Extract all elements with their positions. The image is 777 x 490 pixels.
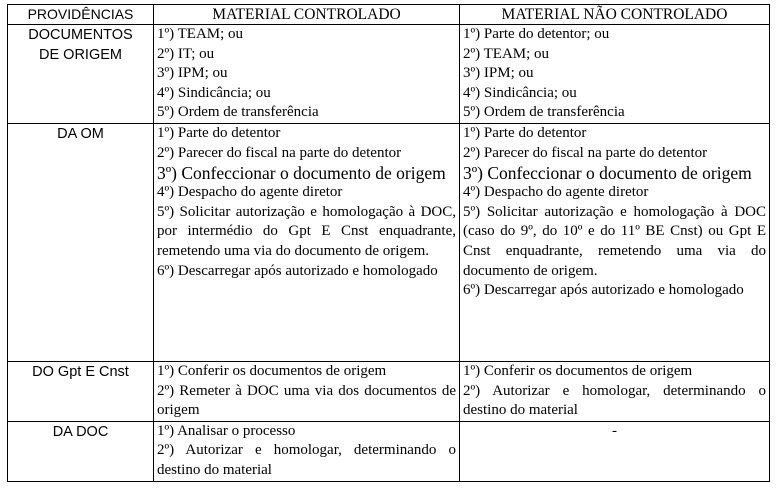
list-item: 2º) Remeter à DOC uma via dos documentos de origem [157, 382, 456, 419]
list-item: 4º) Despacho do agente diretor [157, 184, 343, 201]
header-providencias: PROVIDÊNCIAS [8, 5, 154, 25]
nao-controlado-empty: - [460, 421, 770, 481]
list-item: 4º) Sindicância; ou [157, 84, 271, 101]
list-item: 1º) TEAM; ou [157, 26, 244, 42]
list-item: 2º) Autorizar e homologar, determinando o destino do material [157, 442, 456, 478]
controlado-items [154, 124, 460, 362]
row-label-do-gpt-e-cnst: DO Gpt E Cnst [8, 362, 154, 422]
table-row [8, 362, 770, 422]
header-row [8, 5, 770, 25]
controlado-items [154, 25, 460, 124]
list-item: 5º) Ordem de transferência [157, 104, 319, 121]
list-item: 2º) IT; ou [157, 45, 215, 62]
list-item: 4º) Despacho do agente diretor [463, 184, 649, 201]
nao-controlado-items [460, 124, 770, 362]
list-item: 5º) Solicitar autorização e homologação à DOC, por intermédio do Gpt E Cnst enquadrante, remetendo uma via do documento de origem. [157, 203, 456, 259]
list-item: 4º) Sindicância; ou [463, 84, 577, 101]
list-item: 2º) TEAM; ou [463, 45, 550, 62]
list-item: 5º) Ordem de transferência [463, 104, 625, 121]
header-material-nao-controlado: MATERIAL NÃO CONTROLADO [460, 5, 770, 25]
list-item: 3º) Confeccionar o documento de origem [463, 163, 752, 184]
nao-controlado-items [460, 25, 770, 124]
list-item: 3º) Confeccionar o documento de origem [157, 163, 446, 184]
list-item: 2º) Parecer do fiscal na parte do detentor [463, 144, 708, 161]
header-material-controlado: MATERIAL CONTROLADO [154, 5, 460, 25]
row-label-da-om: DA OM [8, 124, 154, 362]
list-item: 1º) Analisar o processo [157, 422, 296, 439]
list-item: 2º) Parecer do fiscal na parte do detentor [157, 144, 402, 161]
controlado-items [154, 362, 460, 422]
list-item: 1º) Parte do detentor; ou [463, 26, 610, 42]
list-item: 3º) IPM; ou [463, 65, 534, 82]
table-row [8, 25, 770, 124]
list-item: 1º) Conferir os documentos de origem [157, 363, 387, 379]
list-item: 6º) Descarregar após autorizado e homologado [157, 262, 438, 279]
table-row [8, 124, 770, 362]
list-item: 2º) Autorizar e homologar, determinando o destino do material [463, 382, 766, 419]
row-label-da-doc: DA DOC [8, 421, 154, 481]
providencias-table [7, 4, 770, 482]
list-item: 1º) Parte do detentor [463, 125, 587, 141]
list-item: 6º) Descarregar após autorizado e homologado [463, 282, 744, 299]
controlado-items [154, 421, 460, 481]
list-item: 5º) Solicitar autorização e homologação à DOC (caso do 9º, do 10º e do 11º BE Cnst) ou Gpt E Cnst enquadrante, remetendo uma via do documento de origem. [463, 203, 766, 279]
table-row [8, 421, 770, 481]
nao-controlado-items [460, 362, 770, 422]
list-item: 1º) Parte do detentor [157, 125, 281, 141]
row-label-documentos-de-origem: DOCUMENTOS DE ORIGEM [8, 25, 154, 124]
list-item: 1º) Conferir os documentos de origem [463, 363, 693, 379]
list-item: 3º) IPM; ou [157, 65, 228, 82]
